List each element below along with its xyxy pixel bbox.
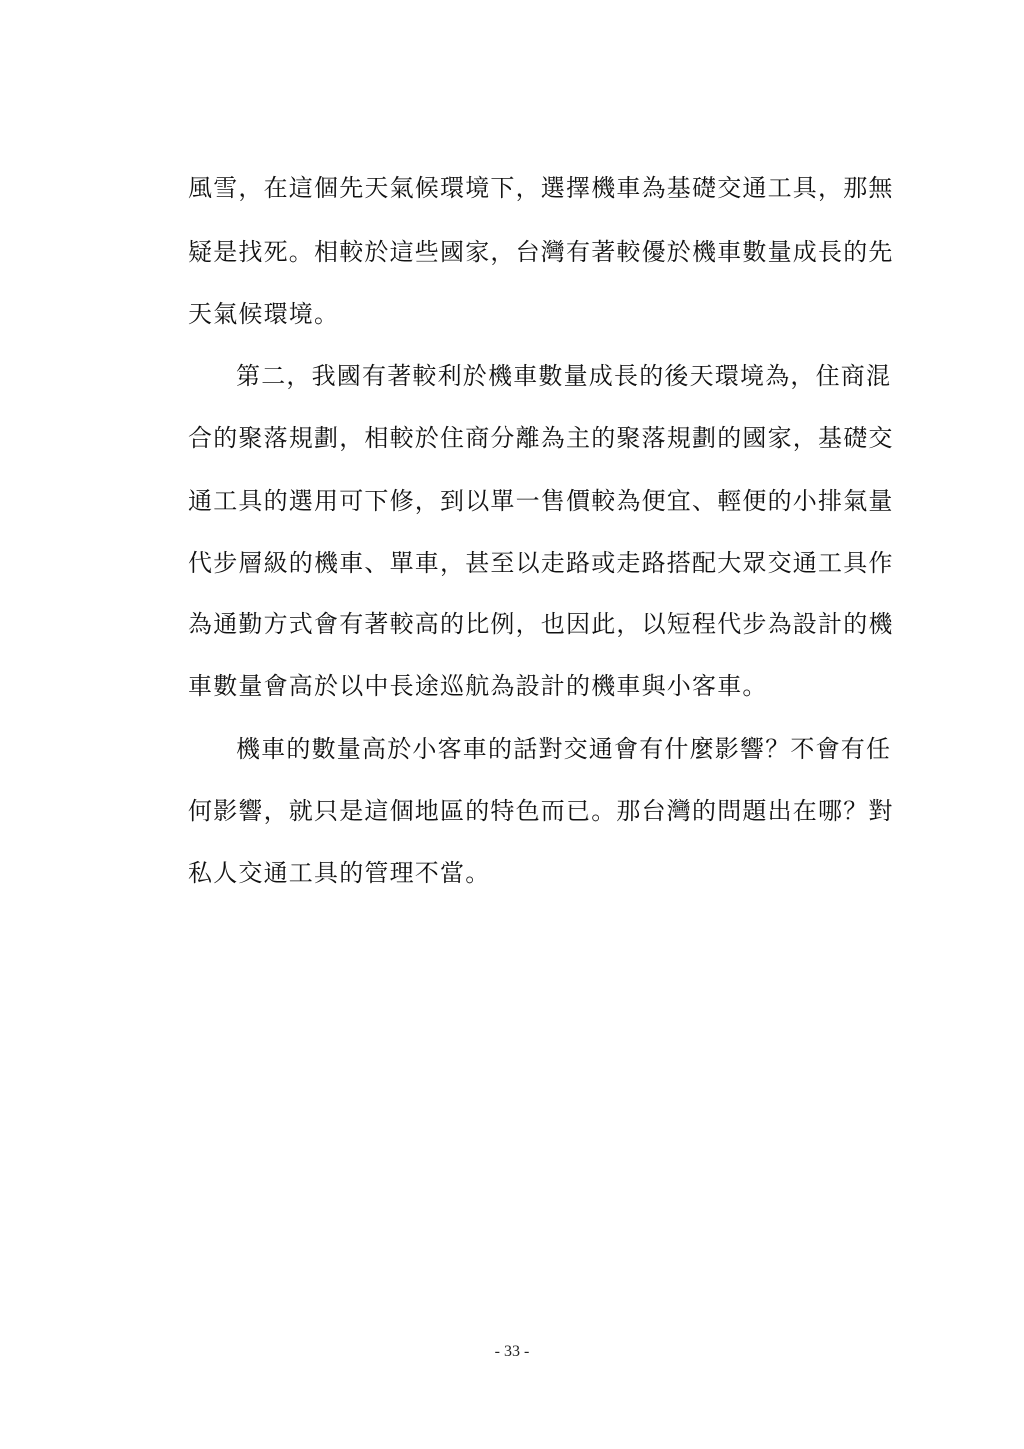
paragraph-2-line-6: 車數量會高於以中長途巡航為設計的機車與小客車。 [188, 672, 768, 700]
paragraph-2-line-2: 合的聚落規劃，相較於住商分離為主的聚落規劃的國家，基礎交 [188, 424, 894, 452]
paragraph-1-line-3: 天氣候環境。 [188, 300, 340, 328]
paragraph-3-line-2: 何影響，就只是這個地區的特色而已。那台灣的問題出在哪？對 [188, 797, 894, 825]
paragraph-1-line-1: 風雪，在這個先天氣候環境下，選擇機車為基礎交通工具，那無 [188, 174, 894, 202]
page-number: - 33 - [494, 1343, 530, 1360]
paragraph-2-line-3: 通工具的選用可下修，到以單一售價較為便宜、輕便的小排氣量 [188, 487, 894, 515]
paragraph-1-line-2: 疑是找死。相較於這些國家，台灣有著較優於機車數量成長的先 [188, 238, 894, 266]
paragraph-3-line-1: 機車的數量高於小客車的話對交通會有什麼影響？不會有任 [236, 735, 892, 763]
paragraph-3-line-3: 私人交通工具的管理不當。 [188, 859, 491, 887]
paragraph-2-line-4: 代步層級的機車、單車，甚至以走路或走路搭配大眾交通工具作 [188, 549, 894, 577]
paragraph-2-line-5: 為通勤方式會有著較高的比例，也因此，以短程代步為設計的機 [188, 610, 894, 638]
paragraph-2-line-1: 第二，我國有著較利於機車數量成長的後天環境為，住商混 [236, 362, 892, 390]
